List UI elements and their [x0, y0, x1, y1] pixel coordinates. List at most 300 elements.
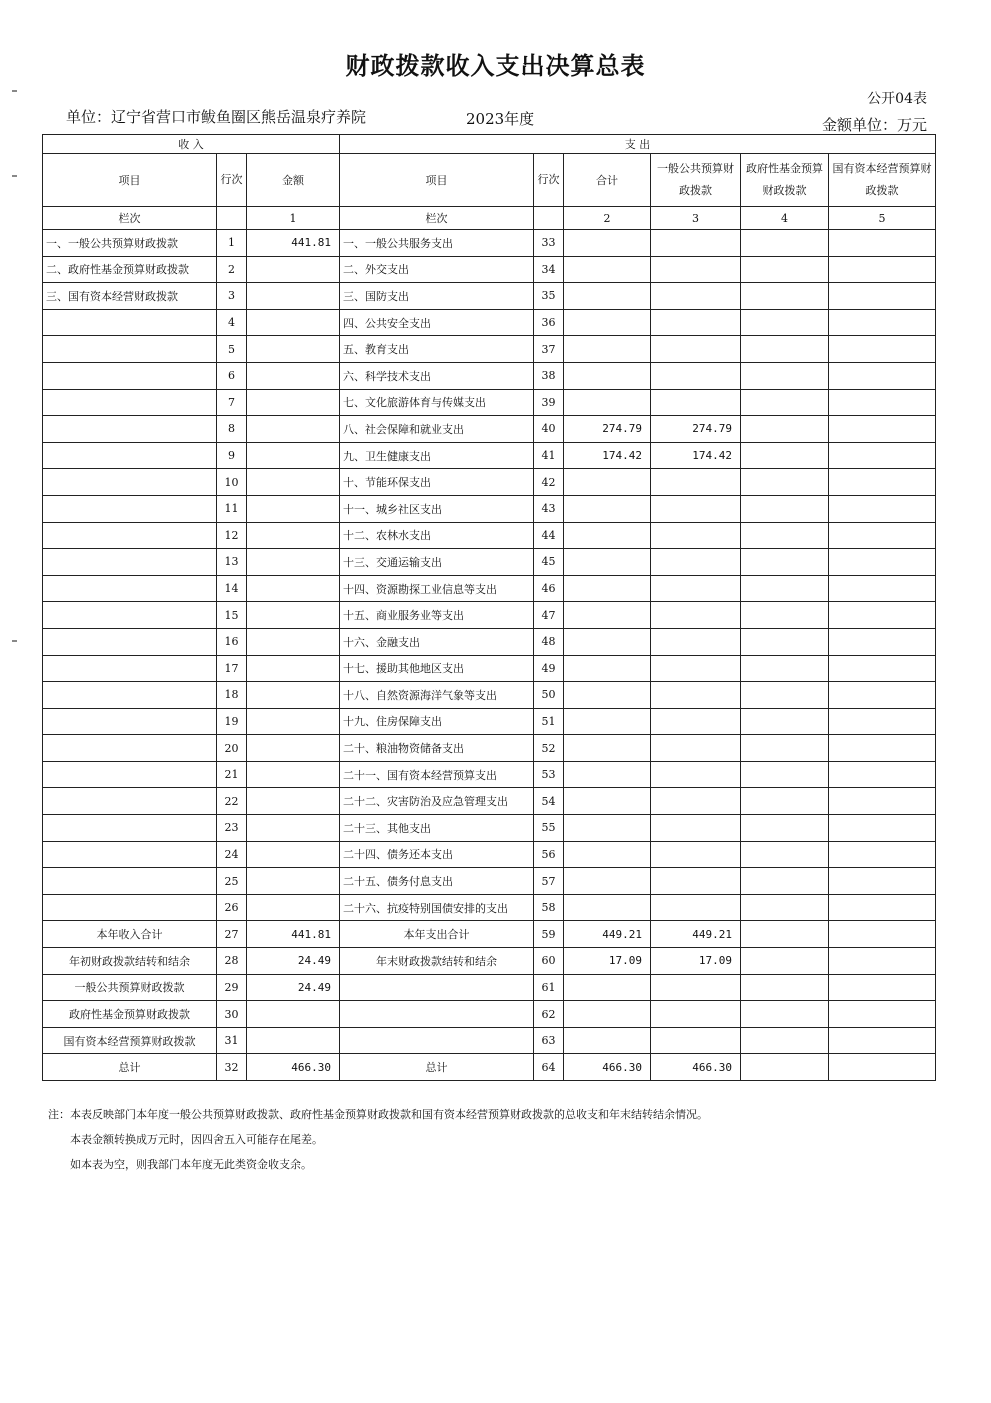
income-item: [43, 735, 217, 762]
state-capital-amount: [829, 708, 936, 735]
lan-label: 栏次: [43, 207, 217, 230]
table-row: [43, 1001, 936, 1028]
expense-total: [564, 1027, 651, 1054]
general-budget-amount: [651, 788, 741, 815]
expense-item: [340, 1027, 534, 1054]
income-item: 二、政府性基金预算财政拨款: [43, 256, 217, 283]
state-capital-amount: [829, 575, 936, 602]
state-capital-amount: [829, 442, 936, 469]
state-capital-amount: [829, 522, 936, 549]
fund-budget-amount: [741, 230, 829, 257]
fund-budget-amount: [741, 362, 829, 389]
table-row: [43, 655, 936, 682]
state-capital-amount: [829, 948, 936, 975]
expense-row-no: 48: [534, 628, 564, 655]
general-budget-amount: 174.42: [651, 442, 741, 469]
fund-budget-amount: [741, 708, 829, 735]
income-amount: [247, 309, 340, 336]
state-capital-amount: [829, 868, 936, 895]
state-capital-amount: [829, 1054, 936, 1081]
expense-row-no: 35: [534, 283, 564, 310]
note-line: 如本表为空，则我部门本年度无此类资金收支余。: [70, 1158, 312, 1171]
income-item: [43, 495, 217, 522]
expense-row-no: 43: [534, 495, 564, 522]
state-capital-amount: [829, 921, 936, 948]
expense-item: 二十四、债务还本支出: [340, 841, 534, 868]
general-budget-amount: [651, 974, 741, 1001]
general-budget-amount: [651, 575, 741, 602]
income-row-no: 1: [217, 230, 247, 257]
state-capital-amount: [829, 974, 936, 1001]
income-amount: 466.30: [247, 1054, 340, 1081]
expense-item: 本年支出合计: [340, 921, 534, 948]
table-row: [43, 948, 936, 975]
income-item: [43, 761, 217, 788]
expense-row-no: 50: [534, 682, 564, 709]
state-capital-amount: [829, 628, 936, 655]
page-title: 财政拨款收入支出决算总表: [345, 52, 646, 80]
expense-item: 十四、资源勘探工业信息等支出: [340, 575, 534, 602]
state-capital-amount: [829, 1027, 936, 1054]
expense-row-no: 42: [534, 469, 564, 496]
expense-item: [340, 1001, 534, 1028]
table-head: [43, 135, 936, 230]
income-row-no: 13: [217, 549, 247, 576]
fund-budget-amount: [741, 602, 829, 629]
expense-total: [564, 655, 651, 682]
state-capital-amount: [829, 761, 936, 788]
income-row-no: 23: [217, 815, 247, 842]
income-row-no: 28: [217, 948, 247, 975]
col-fund-budget: 政府性基金预算财政拨款: [741, 154, 829, 207]
expense-item: 五、教育支出: [340, 336, 534, 363]
expense-item: 三、国防支出: [340, 283, 534, 310]
income-item: 本年收入合计: [43, 921, 217, 948]
general-budget-amount: [651, 309, 741, 336]
lan-number: 3: [651, 207, 741, 230]
income-amount: [247, 761, 340, 788]
income-item: [43, 655, 217, 682]
expense-row-no: 36: [534, 309, 564, 336]
expense-total: [564, 469, 651, 496]
expense-row-no: 64: [534, 1054, 564, 1081]
income-row-no: 32: [217, 1054, 247, 1081]
col-expense-item: 项目: [340, 154, 534, 207]
income-row-no: 24: [217, 841, 247, 868]
income-amount: [247, 495, 340, 522]
expense-row-no: 44: [534, 522, 564, 549]
income-row-no: 25: [217, 868, 247, 895]
expense-item: 二、外交支出: [340, 256, 534, 283]
col-expense-total: 合计: [564, 154, 651, 207]
expense-row-no: 40: [534, 416, 564, 443]
margin-mark: [12, 90, 17, 92]
expense-item: 总计: [340, 1054, 534, 1081]
income-item: [43, 362, 217, 389]
general-budget-amount: [651, 1001, 741, 1028]
expense-total: [564, 682, 651, 709]
expense-total: [564, 230, 651, 257]
general-budget-amount: [651, 336, 741, 363]
expense-row-no: 47: [534, 602, 564, 629]
table-row: [43, 336, 936, 363]
fund-budget-amount: [741, 761, 829, 788]
table-row: [43, 469, 936, 496]
expense-total: [564, 283, 651, 310]
expense-item: 十九、住房保障支出: [340, 708, 534, 735]
expense-item: 十六、金融支出: [340, 628, 534, 655]
state-capital-amount: [829, 549, 936, 576]
col-expense-row-no: 行次: [534, 154, 564, 207]
income-item: [43, 336, 217, 363]
income-row-no: 6: [217, 362, 247, 389]
state-capital-amount: [829, 362, 936, 389]
general-budget-amount: [651, 841, 741, 868]
fiscal-year: 2023年度: [466, 110, 535, 128]
income-row-no: 5: [217, 336, 247, 363]
expense-row-no: 54: [534, 788, 564, 815]
income-row-no: 12: [217, 522, 247, 549]
income-amount: [247, 522, 340, 549]
general-budget-amount: [651, 761, 741, 788]
income-row-no: 26: [217, 894, 247, 921]
income-item: [43, 522, 217, 549]
col-income-row-no: 行次: [217, 154, 247, 207]
state-capital-amount: [829, 815, 936, 842]
table-row: [43, 495, 936, 522]
expense-total: 274.79: [564, 416, 651, 443]
margin-mark: [12, 175, 17, 177]
col-income-amount: 金额: [247, 154, 340, 207]
income-row-no: 29: [217, 974, 247, 1001]
expense-item: 七、文化旅游体育与传媒支出: [340, 389, 534, 416]
fund-budget-amount: [741, 416, 829, 443]
expense-row-no: 63: [534, 1027, 564, 1054]
expense-item: 十一、城乡社区支出: [340, 495, 534, 522]
table-row: [43, 868, 936, 895]
income-amount: [247, 894, 340, 921]
income-row-no: 22: [217, 788, 247, 815]
state-capital-amount: [829, 894, 936, 921]
expense-total: [564, 788, 651, 815]
fund-budget-amount: [741, 1027, 829, 1054]
expense-row-no: 46: [534, 575, 564, 602]
fund-budget-amount: [741, 974, 829, 1001]
state-capital-amount: [829, 602, 936, 629]
income-item: 年初财政拨款结转和结余: [43, 948, 217, 975]
expense-total: [564, 495, 651, 522]
money-unit: 金额单位：万元: [821, 116, 927, 134]
income-item: [43, 442, 217, 469]
table-row: [43, 682, 936, 709]
fund-budget-amount: [741, 549, 829, 576]
table-row: [43, 894, 936, 921]
col-general-budget: 一般公共预算财政拨款: [651, 154, 741, 207]
expense-total: [564, 841, 651, 868]
income-amount: [247, 682, 340, 709]
expense-total: [564, 549, 651, 576]
general-budget-amount: 274.79: [651, 416, 741, 443]
income-amount: [247, 549, 340, 576]
general-budget-amount: [651, 894, 741, 921]
general-budget-amount: 17.09: [651, 948, 741, 975]
table-row: [43, 708, 936, 735]
income-row-no: 27: [217, 921, 247, 948]
notes: [48, 1102, 708, 1177]
income-amount: [247, 841, 340, 868]
general-budget-amount: [651, 522, 741, 549]
expense-row-no: 57: [534, 868, 564, 895]
fund-budget-amount: [741, 682, 829, 709]
expense-total: [564, 389, 651, 416]
expense-total: [564, 309, 651, 336]
expense-item: 二十五、债务付息支出: [340, 868, 534, 895]
income-amount: [247, 735, 340, 762]
expense-total: [564, 868, 651, 895]
expense-row-no: 51: [534, 708, 564, 735]
fund-budget-amount: [741, 495, 829, 522]
income-amount: [247, 628, 340, 655]
table-row: [43, 362, 936, 389]
lan-number: 4: [741, 207, 829, 230]
general-budget-amount: [651, 389, 741, 416]
income-row-no: 10: [217, 469, 247, 496]
general-budget-amount: [651, 682, 741, 709]
income-row-no: 21: [217, 761, 247, 788]
general-budget-amount: [651, 602, 741, 629]
income-row-no: 4: [217, 309, 247, 336]
expense-total: [564, 974, 651, 1001]
income-row-no: 7: [217, 389, 247, 416]
fund-budget-amount: [741, 309, 829, 336]
income-row-no: 31: [217, 1027, 247, 1054]
general-budget-amount: [651, 495, 741, 522]
expense-item: 十八、自然资源海洋气象等支出: [340, 682, 534, 709]
expense-item: [340, 974, 534, 1001]
fund-budget-amount: [741, 815, 829, 842]
appropriation-table: [42, 134, 936, 1081]
income-amount: 24.49: [247, 948, 340, 975]
state-capital-amount: [829, 389, 936, 416]
expense-row-no: 55: [534, 815, 564, 842]
state-capital-amount: [829, 682, 936, 709]
expense-total: [564, 575, 651, 602]
expense-row-no: 37: [534, 336, 564, 363]
fund-budget-amount: [741, 628, 829, 655]
fund-budget-amount: [741, 1001, 829, 1028]
expense-total: [564, 336, 651, 363]
income-item: [43, 602, 217, 629]
income-item: 政府性基金预算财政拨款: [43, 1001, 217, 1028]
expense-total: [564, 602, 651, 629]
income-item: [43, 469, 217, 496]
fund-budget-amount: [741, 1054, 829, 1081]
general-budget-amount: [651, 708, 741, 735]
expense-row-no: 53: [534, 761, 564, 788]
table-row: [43, 522, 936, 549]
expense-total: [564, 735, 651, 762]
table-row: [43, 283, 936, 310]
income-item: [43, 682, 217, 709]
general-budget-amount: [651, 655, 741, 682]
income-amount: [247, 1027, 340, 1054]
expense-row-no: 45: [534, 549, 564, 576]
state-capital-amount: [829, 283, 936, 310]
table-row: [43, 628, 936, 655]
fund-budget-amount: [741, 868, 829, 895]
income-item: [43, 309, 217, 336]
table-body: [43, 230, 936, 1081]
income-amount: [247, 1001, 340, 1028]
income-row-no: 3: [217, 283, 247, 310]
general-budget-amount: [651, 283, 741, 310]
income-amount: [247, 389, 340, 416]
expense-row-no: 62: [534, 1001, 564, 1028]
table-row: [43, 442, 936, 469]
general-budget-amount: [651, 256, 741, 283]
expense-item: 一、一般公共服务支出: [340, 230, 534, 257]
expense-section-header: 支 出: [340, 135, 936, 154]
fund-budget-amount: [741, 788, 829, 815]
income-item: 一般公共预算财政拨款: [43, 974, 217, 1001]
income-amount: [247, 575, 340, 602]
fund-budget-amount: [741, 921, 829, 948]
income-item: 国有资本经营预算财政拨款: [43, 1027, 217, 1054]
expense-total: 174.42: [564, 442, 651, 469]
general-budget-amount: [651, 735, 741, 762]
lan-number: 5: [829, 207, 936, 230]
general-budget-amount: 466.30: [651, 1054, 741, 1081]
fund-budget-amount: [741, 948, 829, 975]
expense-total: [564, 815, 651, 842]
expense-item: 年末财政拨款结转和结余: [340, 948, 534, 975]
general-budget-amount: [651, 815, 741, 842]
margin-mark: [12, 640, 17, 642]
fund-budget-amount: [741, 894, 829, 921]
table-row: [43, 230, 936, 257]
col-state-capital: 国有资本经营预算财政拨款: [829, 154, 936, 207]
expense-row-no: 38: [534, 362, 564, 389]
general-budget-amount: 449.21: [651, 921, 741, 948]
income-amount: [247, 256, 340, 283]
expense-total: 449.21: [564, 921, 651, 948]
table-row: [43, 389, 936, 416]
income-item: [43, 841, 217, 868]
income-item: 一、一般公共预算财政拨款: [43, 230, 217, 257]
expense-item: 二十六、抗疫特别国债安排的支出: [340, 894, 534, 921]
income-row-no: 2: [217, 256, 247, 283]
income-row-no: 8: [217, 416, 247, 443]
table-row: [43, 1027, 936, 1054]
expense-item: 二十二、灾害防治及应急管理支出: [340, 788, 534, 815]
state-capital-amount: [829, 230, 936, 257]
income-section-header: 收 入: [43, 135, 340, 154]
state-capital-amount: [829, 788, 936, 815]
table-row: [43, 1054, 936, 1081]
empty-cell: [217, 207, 247, 230]
income-item: [43, 788, 217, 815]
fund-budget-amount: [741, 336, 829, 363]
income-item: 总计: [43, 1054, 217, 1081]
fund-budget-amount: [741, 469, 829, 496]
income-item: [43, 575, 217, 602]
income-item: [43, 868, 217, 895]
fund-budget-amount: [741, 575, 829, 602]
income-amount: [247, 442, 340, 469]
income-row-no: 19: [217, 708, 247, 735]
expense-item: 二十三、其他支出: [340, 815, 534, 842]
income-amount: [247, 708, 340, 735]
expense-total: [564, 761, 651, 788]
lan-number: 2: [564, 207, 651, 230]
expense-row-no: 59: [534, 921, 564, 948]
income-amount: [247, 788, 340, 815]
lan-number: 1: [247, 207, 340, 230]
form-number: 公开04表: [867, 91, 927, 107]
expense-item: 十三、交通运输支出: [340, 549, 534, 576]
expense-item: 十五、商业服务业等支出: [340, 602, 534, 629]
expense-item: 六、科学技术支出: [340, 362, 534, 389]
income-row-no: 9: [217, 442, 247, 469]
reporting-unit: 单位：辽宁省营口市鲅鱼圈区熊岳温泉疗养院: [66, 108, 367, 126]
expense-total: [564, 522, 651, 549]
income-amount: [247, 283, 340, 310]
expense-row-no: 61: [534, 974, 564, 1001]
state-capital-amount: [829, 256, 936, 283]
state-capital-amount: [829, 735, 936, 762]
income-row-no: 18: [217, 682, 247, 709]
table-row: [43, 788, 936, 815]
expense-total: [564, 708, 651, 735]
empty-cell: [534, 207, 564, 230]
table-row: [43, 416, 936, 443]
general-budget-amount: [651, 230, 741, 257]
table-row: [43, 549, 936, 576]
expense-item: 二十一、国有资本经营预算支出: [340, 761, 534, 788]
income-row-no: 20: [217, 735, 247, 762]
expense-row-no: 58: [534, 894, 564, 921]
general-budget-amount: [651, 868, 741, 895]
income-amount: [247, 655, 340, 682]
expense-row-no: 60: [534, 948, 564, 975]
lan-label: 栏次: [340, 207, 534, 230]
table-row: [43, 841, 936, 868]
income-amount: [247, 336, 340, 363]
income-row-no: 17: [217, 655, 247, 682]
fund-budget-amount: [741, 442, 829, 469]
income-item: [43, 815, 217, 842]
income-item: [43, 628, 217, 655]
income-amount: 24.49: [247, 974, 340, 1001]
state-capital-amount: [829, 655, 936, 682]
income-item: 三、国有资本经营财政拨款: [43, 283, 217, 310]
income-amount: 441.81: [247, 230, 340, 257]
expense-total: [564, 362, 651, 389]
state-capital-amount: [829, 469, 936, 496]
expense-item: 十二、农林水支出: [340, 522, 534, 549]
income-amount: [247, 416, 340, 443]
state-capital-amount: [829, 841, 936, 868]
income-amount: [247, 815, 340, 842]
expense-item: 四、公共安全支出: [340, 309, 534, 336]
income-item: [43, 708, 217, 735]
expense-total: [564, 256, 651, 283]
general-budget-amount: [651, 362, 741, 389]
general-budget-amount: [651, 628, 741, 655]
table-row: [43, 921, 936, 948]
state-capital-amount: [829, 309, 936, 336]
expense-total: 17.09: [564, 948, 651, 975]
